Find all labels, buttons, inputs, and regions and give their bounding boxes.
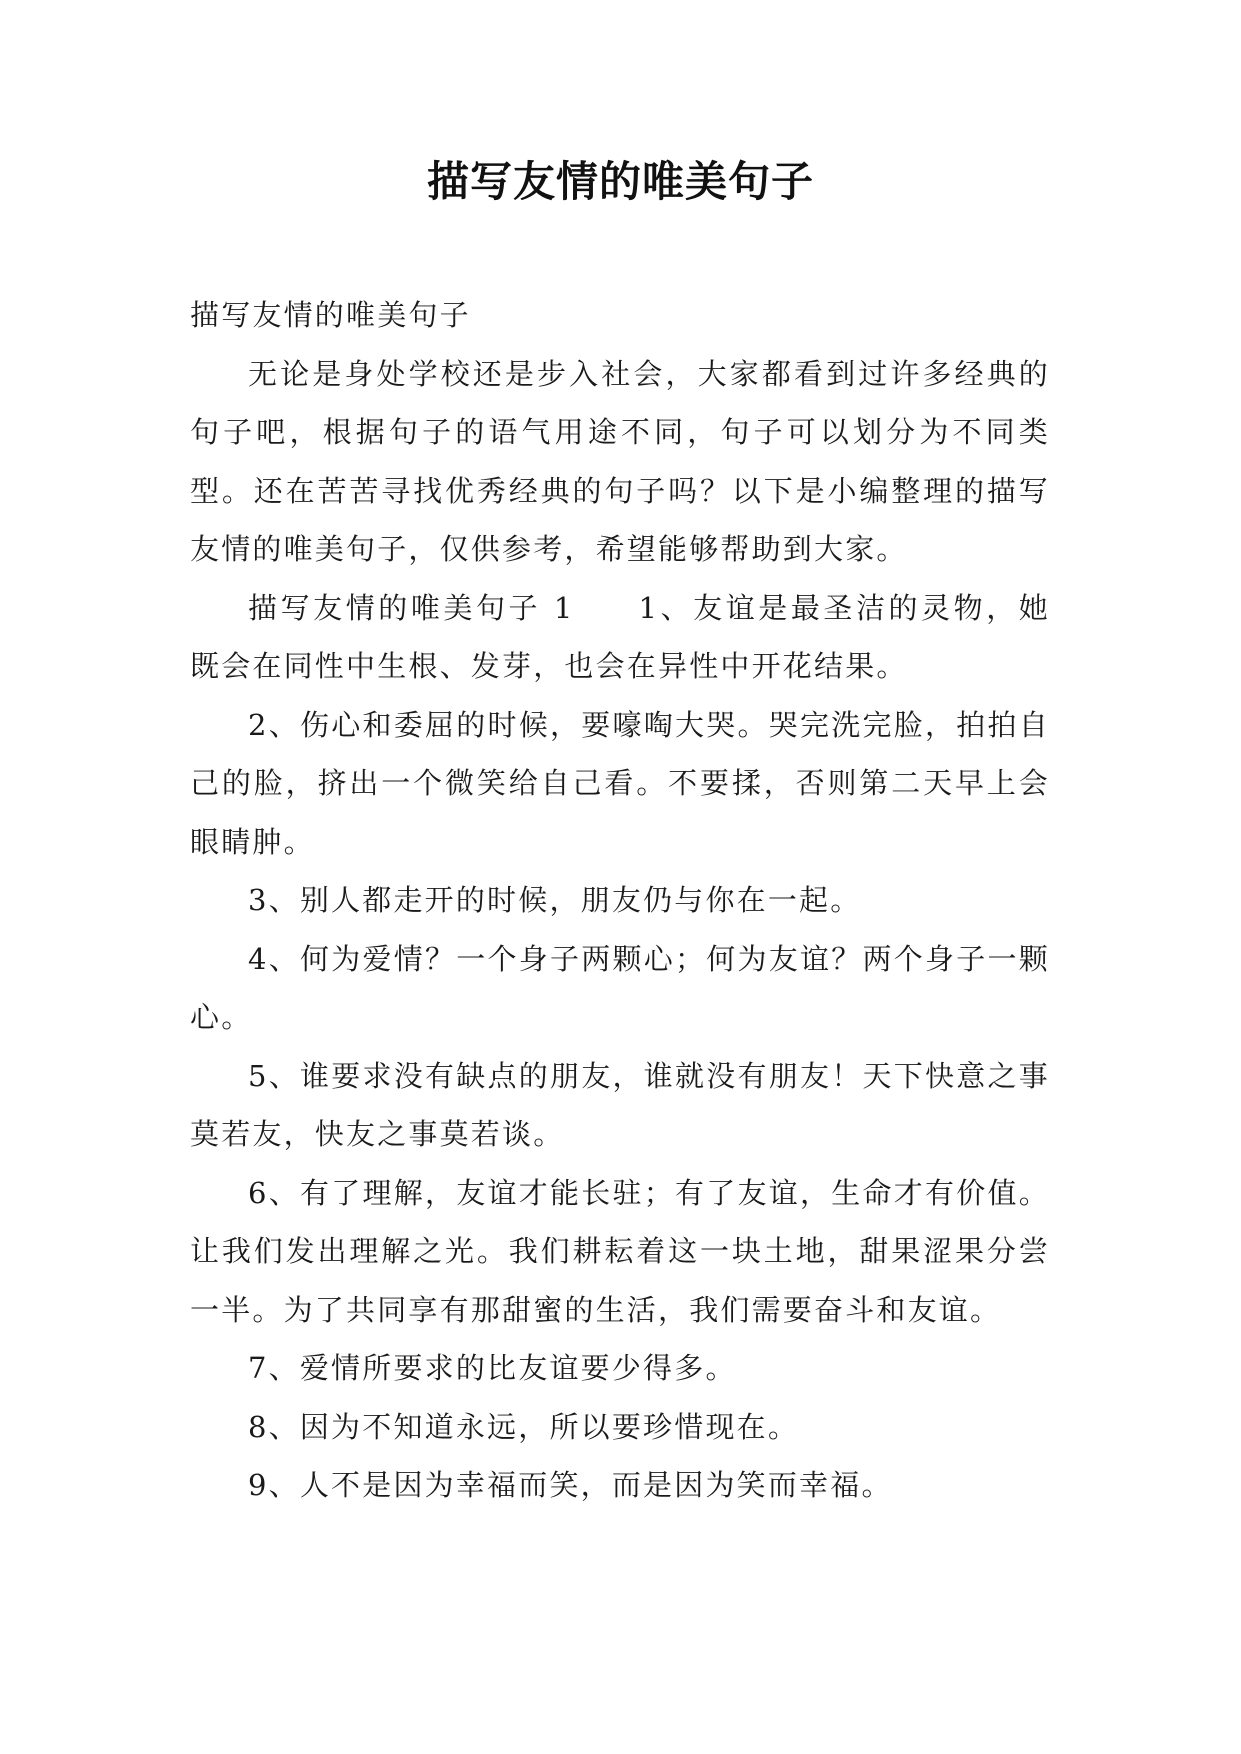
list-item: 3、别人都走开的时候，朋友仍与你在一起。 bbox=[248, 883, 862, 917]
list-item: 2、伤心和委屈的时候，要嚎啕大哭。哭完洗完脸，拍拍自己的脸，挤出一个微笑给自己看。不要揉，否则第二天早上会眼睛肿。 bbox=[190, 707, 1050, 859]
list-item: 9、人不是因为幸福而笑，而是因为笑而幸福。 bbox=[248, 1468, 893, 1502]
section-paragraph bbox=[190, 579, 1050, 696]
list-item: 5、谁要求没有缺点的朋友，谁就没有朋友！天下快意之事莫若友，快友之事莫若谈。 bbox=[190, 1058, 1050, 1151]
list-item: 6、有了理解，友谊才能长驻；有了友谊，生命才有价值。让我们发出理解之光。我们耕耘着这一块土地，甜果涩果分尝一半。为了共同享有那甜蜜的生活，我们需要奋斗和友谊。 bbox=[190, 1175, 1050, 1327]
page-title: 描写友情的唯美句子 bbox=[426, 157, 814, 206]
list-item: 7、爱情所要求的比友谊要少得多。 bbox=[248, 1351, 737, 1385]
list-item: 1、友谊是最圣洁的灵物，她既会在同性中生根、发芽，也会在异性中开花结果。 bbox=[190, 590, 1050, 683]
list-item: 4、何为爱情？一个身子两颗心；何为友谊？两个身子一颗心。 bbox=[190, 941, 1050, 1034]
section-heading: 描写友情的唯美句子 1 bbox=[248, 590, 575, 625]
document-body bbox=[190, 286, 1050, 1515]
list-item: 8、因为不知道永远，所以要珍惜现在。 bbox=[248, 1409, 800, 1444]
intro-paragraph: 无论是身处学校还是步入社会，大家都看到过许多经典的句子吧，根据句子的语气用途不同，句子可以划分为不同类型。还在苦苦寻找优秀经典的句子吗？以下是小编整理的描写友情的唯美句子，仅供参考，希望能够帮助到大家。 bbox=[190, 356, 1050, 566]
document-subtitle: 描写友情的唯美句子 bbox=[190, 298, 471, 332]
